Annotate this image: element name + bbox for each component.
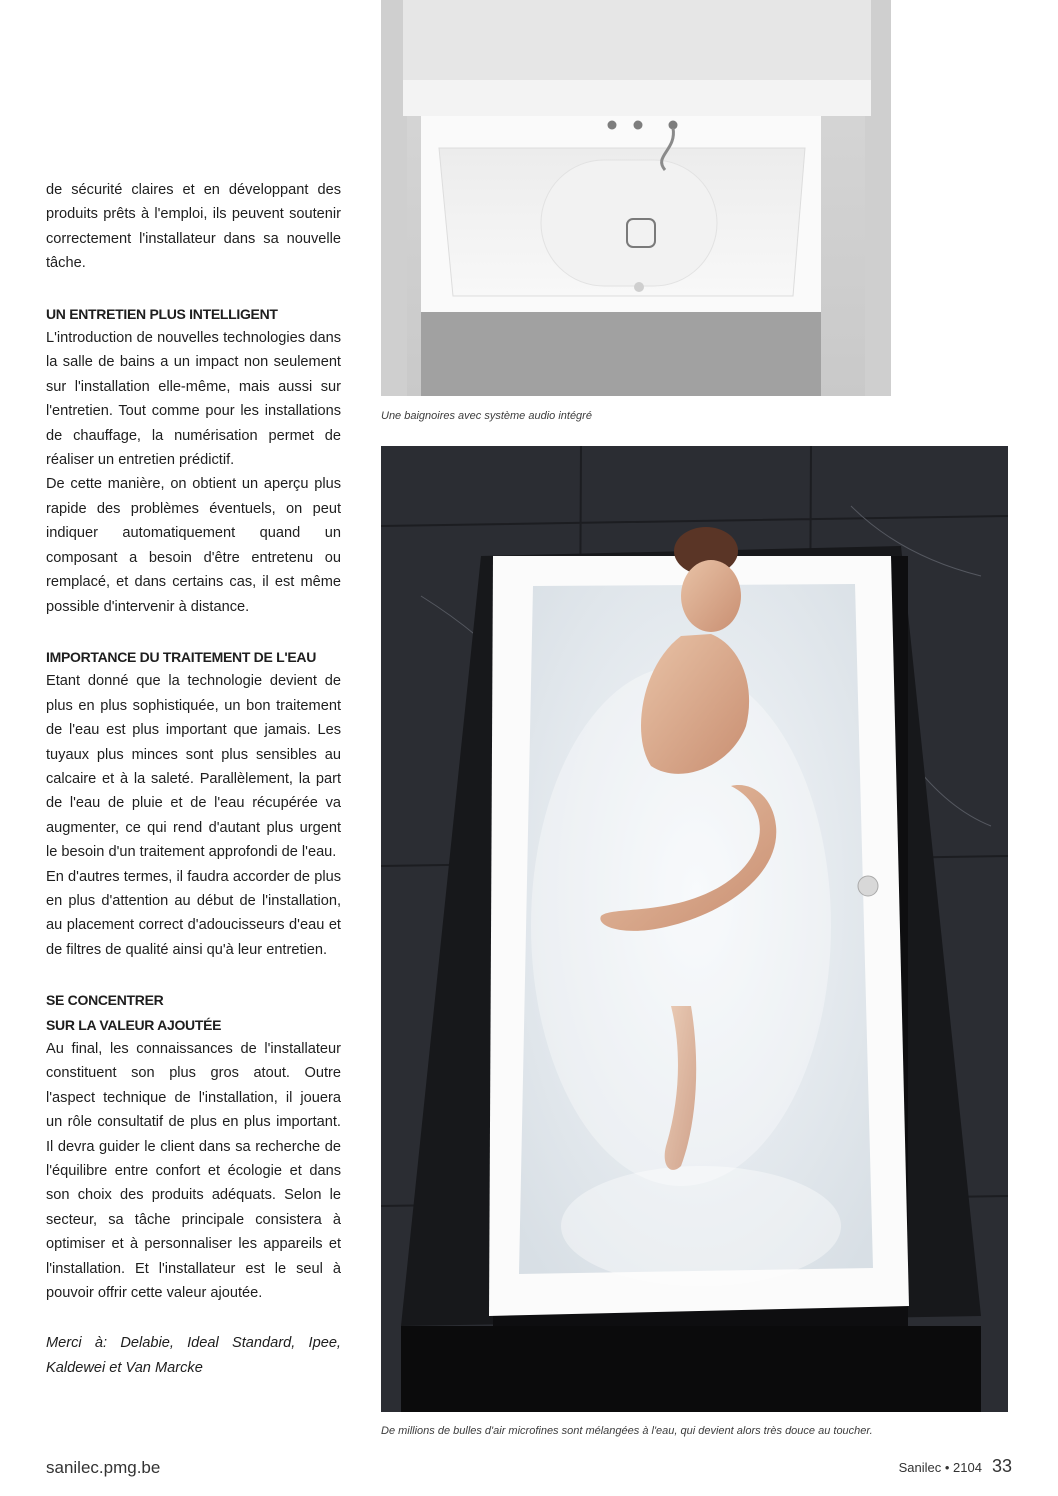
article-column xyxy=(46,178,341,1380)
paragraph: Au final, les connaissances de l'installateur constituent son plus gros atout. Outre l'aspect technique de l'installation, il jouera un rôle consultatif de plus en plus important. Il devra guider le client dans sa recherche de l'équilibre entre confort et écologie et dans son choix des produits adéquats. Selon le secteur, sa tâche principale consistera à optimiser et à personnaliser les appareils et l'installation. Et l'installateur est le seul à pouvoir offrir cette valeur ajoutée. xyxy=(46,1041,341,1302)
intro-paragraph: de sécurité claires et en développant des produits prêts à l'emploi, ils peuvent soutenir correctement l'installateur dans sa nouvelle tâche. xyxy=(46,182,341,272)
website-link[interactable]: sanilec.pmg.be xyxy=(46,1458,161,1477)
top-photo-caption: Une baignoires avec système audio intégré xyxy=(381,410,592,422)
bathtub-bubbles-photo xyxy=(381,446,1008,1412)
bottom-photo-caption: De millions de bulles d'air microfines sont mélangées à l'eau, qui devient alors très douce au toucher. xyxy=(381,1425,873,1437)
bathtub-bubbles-illustration xyxy=(381,446,1008,1412)
magazine-issue: Sanilec • 2104 xyxy=(898,1460,982,1475)
page-number: 33 xyxy=(991,1456,1012,1476)
bathtub-top-illustration xyxy=(381,0,891,396)
page-footer xyxy=(899,1456,1012,1477)
paragraph: Etant donné que la technologie devient de plus en plus sophistiquée, un bon traitement de l'eau est plus important que jamais. Les tuyaux plus minces sont plus sensibles au calcaire et à la saleté. Parallèlement, la part de l'eau de pluie et de l'eau récupérée va augmenter, ce qui rend d'autant plus urgent le besoin d'un traitement approfondi de l'eau. xyxy=(46,673,341,861)
acknowledgements: Merci à: Delabie, Ideal Standard, Ipee, Kaldewei et Van Marcke xyxy=(46,1335,341,1376)
section-heading-water-treatment: IMPORTANCE DU TRAITEMENT DE L'EAU xyxy=(46,648,317,665)
section-heading-added-value-line2: SUR LA VALEUR AJOUTÉE xyxy=(46,1016,222,1033)
paragraph: En d'autres termes, il faudra accorder de plus en plus d'attention au début de l'installation, au placement correct d'adoucisseurs d'eau et de filtres de qualité ainsi qu'à leur entretien. xyxy=(46,868,341,958)
section-heading-maintenance: UN ENTRETIEN PLUS INTELLIGENT xyxy=(46,305,278,322)
section-heading-added-value-line1: SE CONCENTRER xyxy=(46,992,164,1009)
paragraph: L'introduction de nouvelles technologies dans la salle de bains a un impact non seulement sur l'installation elle-même, mais aussi sur l'entretien. Tout comme pour les installations de chauffage, la numérisation permet de réaliser un entretien prédictif. xyxy=(46,330,341,469)
paragraph: De cette manière, on obtient un aperçu plus rapide des problèmes éventuels, on peut indiquer automatiquement quand un composant a besoin d'être entretenu ou remplacé, et dans certains cas, il est même possible d'intervenir à distance. xyxy=(46,476,341,615)
bathtub-top-photo xyxy=(381,0,891,396)
